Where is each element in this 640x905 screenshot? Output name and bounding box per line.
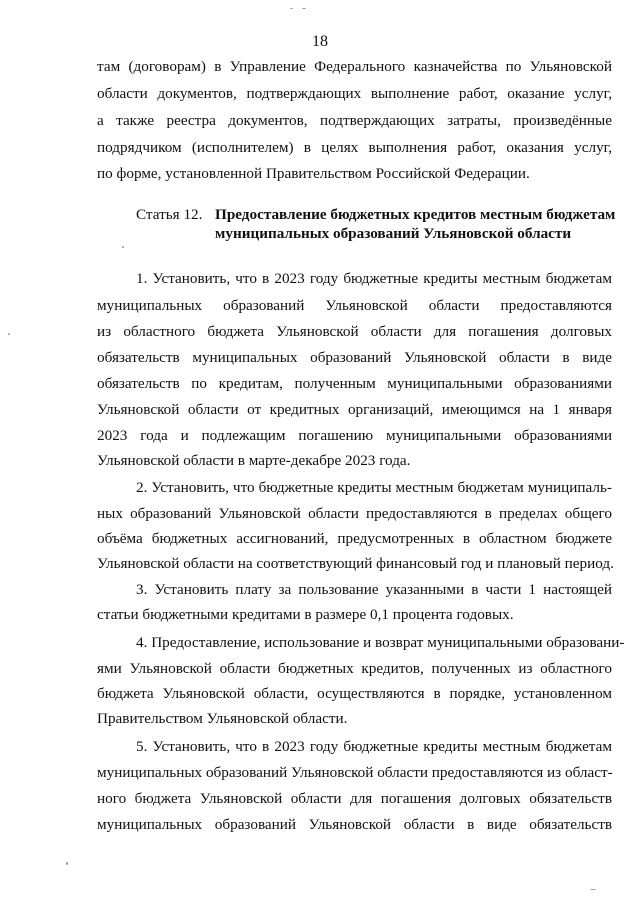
paragraph-1-line: Ульяновской области от кредитных организаций, имеющимся на 1 января bbox=[97, 401, 612, 418]
paragraph-3-line: 3. Установить плату за пользование указанными в части 1 настоящей bbox=[136, 581, 612, 598]
paragraph-1-line: обязательств по кредитам, полученным муниципальными образованиями bbox=[97, 375, 612, 392]
paragraph-4-line: бюджета Ульяновской области, осуществляются в порядке, установленном bbox=[97, 685, 612, 702]
scan-speck bbox=[122, 246, 124, 248]
intro-line: подрядчиком (исполнителем) в целях выполнения работ, оказания услуг, bbox=[97, 139, 612, 156]
intro-line: а также реестра документов, подтверждающих затраты, произведённые bbox=[97, 112, 612, 129]
paragraph-1-line: муниципальных образований Ульяновской области предоставляются bbox=[97, 297, 612, 314]
paragraph-5-line: муниципальных образований Ульяновской области в виде обязательств bbox=[97, 816, 612, 833]
scan-speck bbox=[302, 8, 306, 9]
paragraph-1-line: из областного бюджета Ульяновской области для погашения долговых bbox=[97, 323, 612, 340]
intro-line: по форме, установленной Правительством Российской Федерации. bbox=[97, 165, 530, 182]
paragraph-1-line: 1. Установить, что в 2023 году бюджетные кредиты местным бюджетам bbox=[136, 270, 612, 287]
scan-speck bbox=[590, 889, 596, 890]
intro-line: области документов, подтверждающих выполнение работ, оказание услуг, bbox=[97, 85, 612, 102]
paragraph-1-line: 2023 года и подлежащим погашению муниципальными образованиями bbox=[97, 427, 612, 444]
article-title-line: Предоставление бюджетных кредитов местным бюджетам bbox=[215, 206, 616, 223]
paragraph-1-line: обязательств муниципальных образований Ульяновской области в виде bbox=[97, 349, 612, 366]
article-title-line: муниципальных образований Ульяновской области bbox=[215, 225, 572, 242]
paragraph-5-line: 5. Установить, что в 2023 году бюджетные кредиты местным бюджетам bbox=[136, 738, 612, 755]
paragraph-2-line: 2. Установить, что бюджетные кредиты местным бюджетам муниципаль- bbox=[136, 479, 612, 496]
paragraph-2-line: ных образований Ульяновской области предоставляются в пределах общего bbox=[97, 505, 612, 522]
scan-speck bbox=[290, 8, 293, 9]
paragraph-3-line: статьи бюджетными кредитами в размере 0,1 процента годовых. bbox=[97, 606, 514, 623]
paragraph-4-line: 4. Предоставление, использование и возврат муниципальными образовани- bbox=[136, 634, 625, 651]
scan-speck bbox=[8, 333, 10, 335]
paragraph-4-line: ями Ульяновской области бюджетных кредитов, полученных из областного bbox=[97, 660, 612, 677]
paragraph-5-line: муниципальных образований Ульяновской области предоставляются из област- bbox=[97, 764, 613, 781]
article-label: Статья 12. bbox=[136, 206, 203, 223]
paragraph-2-line: Ульяновской области на соответствующий финансовый год и плановый период. bbox=[97, 555, 614, 572]
paragraph-2-line: объёма бюджетных ассигнований, предусмотренных в областном бюджете bbox=[97, 530, 612, 547]
paragraph-5-line: ного бюджета Ульяновской области для погашения долговых обязательств bbox=[97, 790, 612, 807]
paragraph-4-line: Правительством Ульяновской области. bbox=[97, 710, 348, 727]
paragraph-1-line: Ульяновской области в марте-декабре 2023 года. bbox=[97, 452, 411, 469]
page-number: 18 bbox=[312, 33, 328, 50]
scan-speck bbox=[66, 862, 68, 865]
intro-line: там (договорам) в Управление Федерального казначейства по Ульяновской bbox=[97, 58, 612, 75]
